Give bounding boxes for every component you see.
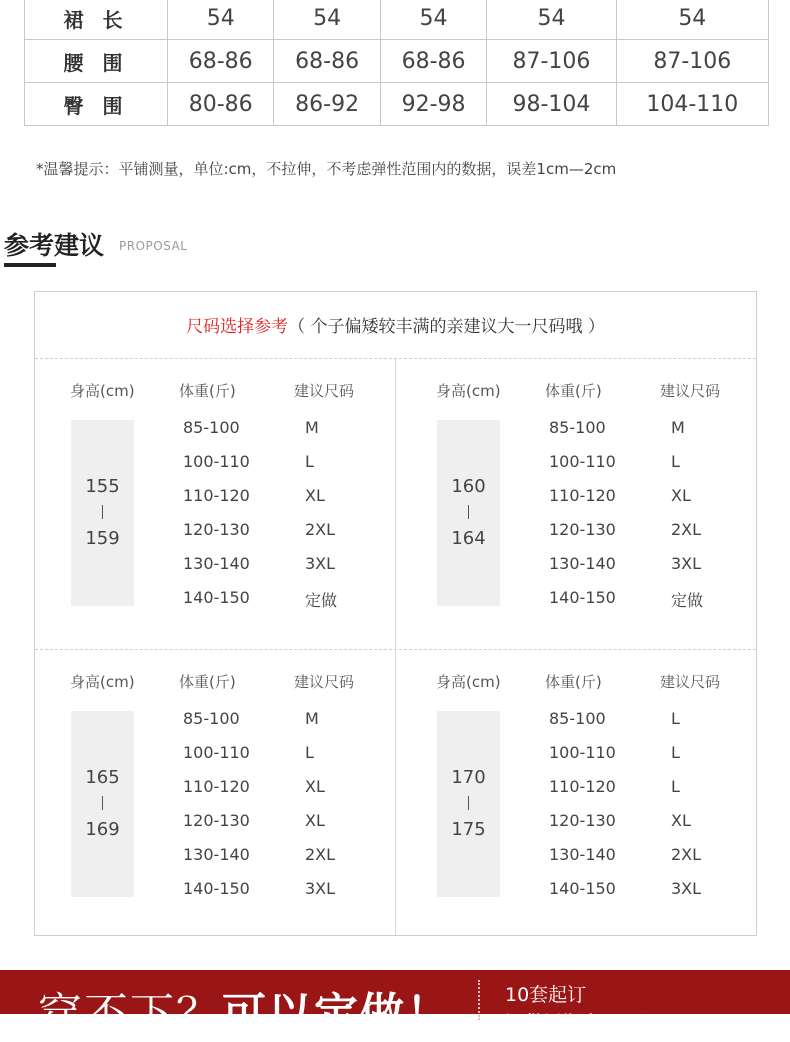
list-item [183, 811, 383, 845]
height-group [35, 284, 395, 610]
list-item [549, 418, 749, 452]
table-cell: 87-106 [487, 40, 616, 83]
list-item [183, 709, 383, 743]
recommended-size: M [305, 709, 319, 728]
size-table [24, 0, 769, 126]
recommended-size: M [305, 418, 319, 437]
table-cell: 92-98 [380, 83, 486, 126]
weight-range: 110-120 [183, 777, 250, 796]
recommended-size: 3XL [305, 554, 336, 573]
table-cell: 54 [487, 0, 616, 40]
recommended-size: M [671, 418, 685, 437]
table-row [25, 83, 769, 126]
recommended-size: XL [305, 777, 325, 796]
height-to: 175 [451, 819, 486, 840]
weight-range: 100-110 [549, 452, 616, 471]
height-separator [102, 796, 103, 810]
recommended-size: 2XL [671, 520, 702, 539]
weight-range: 140-150 [183, 588, 250, 607]
recommended-size: L [671, 709, 680, 728]
list-item [183, 777, 383, 811]
row-label: 腰 围 [25, 40, 168, 83]
list-item [549, 845, 749, 879]
list-item [183, 520, 383, 554]
height-from: 160 [451, 476, 486, 497]
recommended-size: 3XL [305, 879, 336, 898]
height-group [35, 575, 395, 898]
list-item [183, 486, 383, 520]
recommended-size: XL [305, 811, 325, 830]
weight-range: 110-120 [549, 777, 616, 796]
recommended-size: 2XL [671, 845, 702, 864]
weight-range: 100-110 [183, 743, 250, 762]
height-separator [102, 505, 103, 519]
table-cell: 54 [168, 0, 274, 40]
recommended-size: 定做 [305, 591, 338, 610]
list-item [549, 777, 749, 811]
weight-range: 100-110 [549, 743, 616, 762]
col-header-height: 身高(cm) [70, 382, 135, 400]
list-item [183, 743, 383, 777]
weight-range: 140-150 [549, 588, 616, 607]
table-cell: 68-86 [274, 40, 380, 83]
list-item [549, 486, 749, 520]
title-underline [4, 263, 56, 267]
height-group [401, 284, 761, 610]
list-item [549, 811, 749, 845]
weight-range: 120-130 [549, 520, 616, 539]
weight-range: 85-100 [549, 418, 606, 437]
height-separator [468, 505, 469, 519]
col-header-weight: 体重(斤) [545, 673, 602, 691]
table-cell: 80-86 [168, 83, 274, 126]
recommended-size: XL [671, 811, 691, 830]
weight-range: 120-130 [549, 811, 616, 830]
recommended-size: L [305, 452, 314, 471]
col-header-height: 身高(cm) [70, 673, 135, 691]
list-item [183, 879, 383, 913]
col-header-weight: 体重(斤) [179, 382, 236, 400]
list-item [549, 879, 749, 913]
table-cell: 86-92 [274, 83, 380, 126]
height-range-box [437, 711, 500, 897]
height-range-box [71, 711, 134, 897]
list-item [183, 452, 383, 486]
weight-range: 130-140 [183, 554, 250, 573]
banner-headline [38, 978, 452, 1042]
table-cell: 68-86 [380, 40, 486, 83]
weight-range: 110-120 [549, 486, 616, 505]
row-label: 裙 长 [25, 0, 168, 40]
measurement-note: *温馨提示：平铺测量，单位:cm，不拉伸，不考虑弹性范围内的数据，误差1cm—2cm [36, 160, 617, 178]
weight-range: 140-150 [549, 879, 616, 898]
col-header-height: 身高(cm) [436, 382, 501, 400]
table-cell: 54 [380, 0, 486, 40]
height-from: 165 [85, 767, 120, 788]
table-cell: 54 [616, 0, 768, 40]
weight-range: 130-140 [549, 845, 616, 864]
proposal-header-highlight: 尺码选择参考 [186, 317, 289, 337]
col-header-weight: 体重(斤) [179, 673, 236, 691]
height-to: 164 [451, 528, 486, 549]
recommended-size: XL [671, 486, 691, 505]
table-cell: 54 [274, 0, 380, 40]
list-item [549, 520, 749, 554]
weight-range: 130-140 [183, 845, 250, 864]
vertical-divider [395, 359, 396, 935]
recommended-size: L [671, 452, 680, 471]
weight-range: 110-120 [183, 486, 250, 505]
banner-text-a: 穿不下？ [38, 989, 222, 1040]
weight-range: 85-100 [183, 709, 240, 728]
banner-min-order: 10套起订 [505, 984, 587, 1006]
list-item [549, 709, 749, 743]
height-to: 169 [85, 819, 120, 840]
weight-range: 120-130 [183, 811, 250, 830]
row-label: 臀 围 [25, 83, 168, 126]
weight-range: 85-100 [549, 709, 606, 728]
recommended-size: 2XL [305, 520, 336, 539]
weight-range: 85-100 [183, 418, 240, 437]
list-item [549, 743, 749, 777]
custom-order-banner [0, 970, 790, 1040]
col-header-height: 身高(cm) [436, 673, 501, 691]
recommended-size: 定做 [671, 591, 704, 610]
weight-range: 130-140 [549, 554, 616, 573]
weight-range: 100-110 [183, 452, 250, 471]
weight-range: 120-130 [183, 520, 250, 539]
recommended-size: 2XL [305, 845, 336, 864]
proposal-header-text: （ 个子偏矮较丰满的亲建议大一尺码哦 ） [288, 317, 605, 337]
list-item [549, 452, 749, 486]
col-header-size: 建议尺码 [294, 673, 355, 691]
size-proposal-panel [34, 291, 757, 936]
height-separator [468, 796, 469, 810]
table-cell: 68-86 [168, 40, 274, 83]
col-header-size: 建议尺码 [660, 673, 721, 691]
banner-lead-time: 证供展期为2-4天 [505, 1012, 651, 1034]
weight-range: 140-150 [183, 879, 250, 898]
list-item [183, 418, 383, 452]
banner-divider [478, 980, 480, 1020]
table-row [25, 0, 769, 40]
section-title: 参考建议 [4, 231, 105, 260]
col-header-size: 建议尺码 [660, 382, 721, 400]
table-cell: 104-110 [616, 83, 768, 126]
banner-text-b: 可以定做！ [222, 989, 452, 1040]
height-from: 155 [85, 476, 120, 497]
recommended-size: L [305, 743, 314, 762]
recommended-size: L [671, 777, 680, 796]
list-item [183, 845, 383, 879]
weight-size-list [183, 709, 383, 913]
section-subtitle: PROPOSAL [119, 239, 188, 253]
recommended-size: XL [305, 486, 325, 505]
recommended-size: 3XL [671, 554, 702, 573]
recommended-size: L [671, 743, 680, 762]
col-header-weight: 体重(斤) [545, 382, 602, 400]
recommended-size: 3XL [671, 879, 702, 898]
weight-size-list [549, 709, 749, 913]
table-cell: 98-104 [487, 83, 616, 126]
col-header-size: 建议尺码 [294, 382, 355, 400]
table-row [25, 40, 769, 83]
height-group [401, 575, 761, 898]
height-to: 159 [85, 528, 120, 549]
height-from: 170 [451, 767, 486, 788]
table-cell: 87-106 [616, 40, 768, 83]
